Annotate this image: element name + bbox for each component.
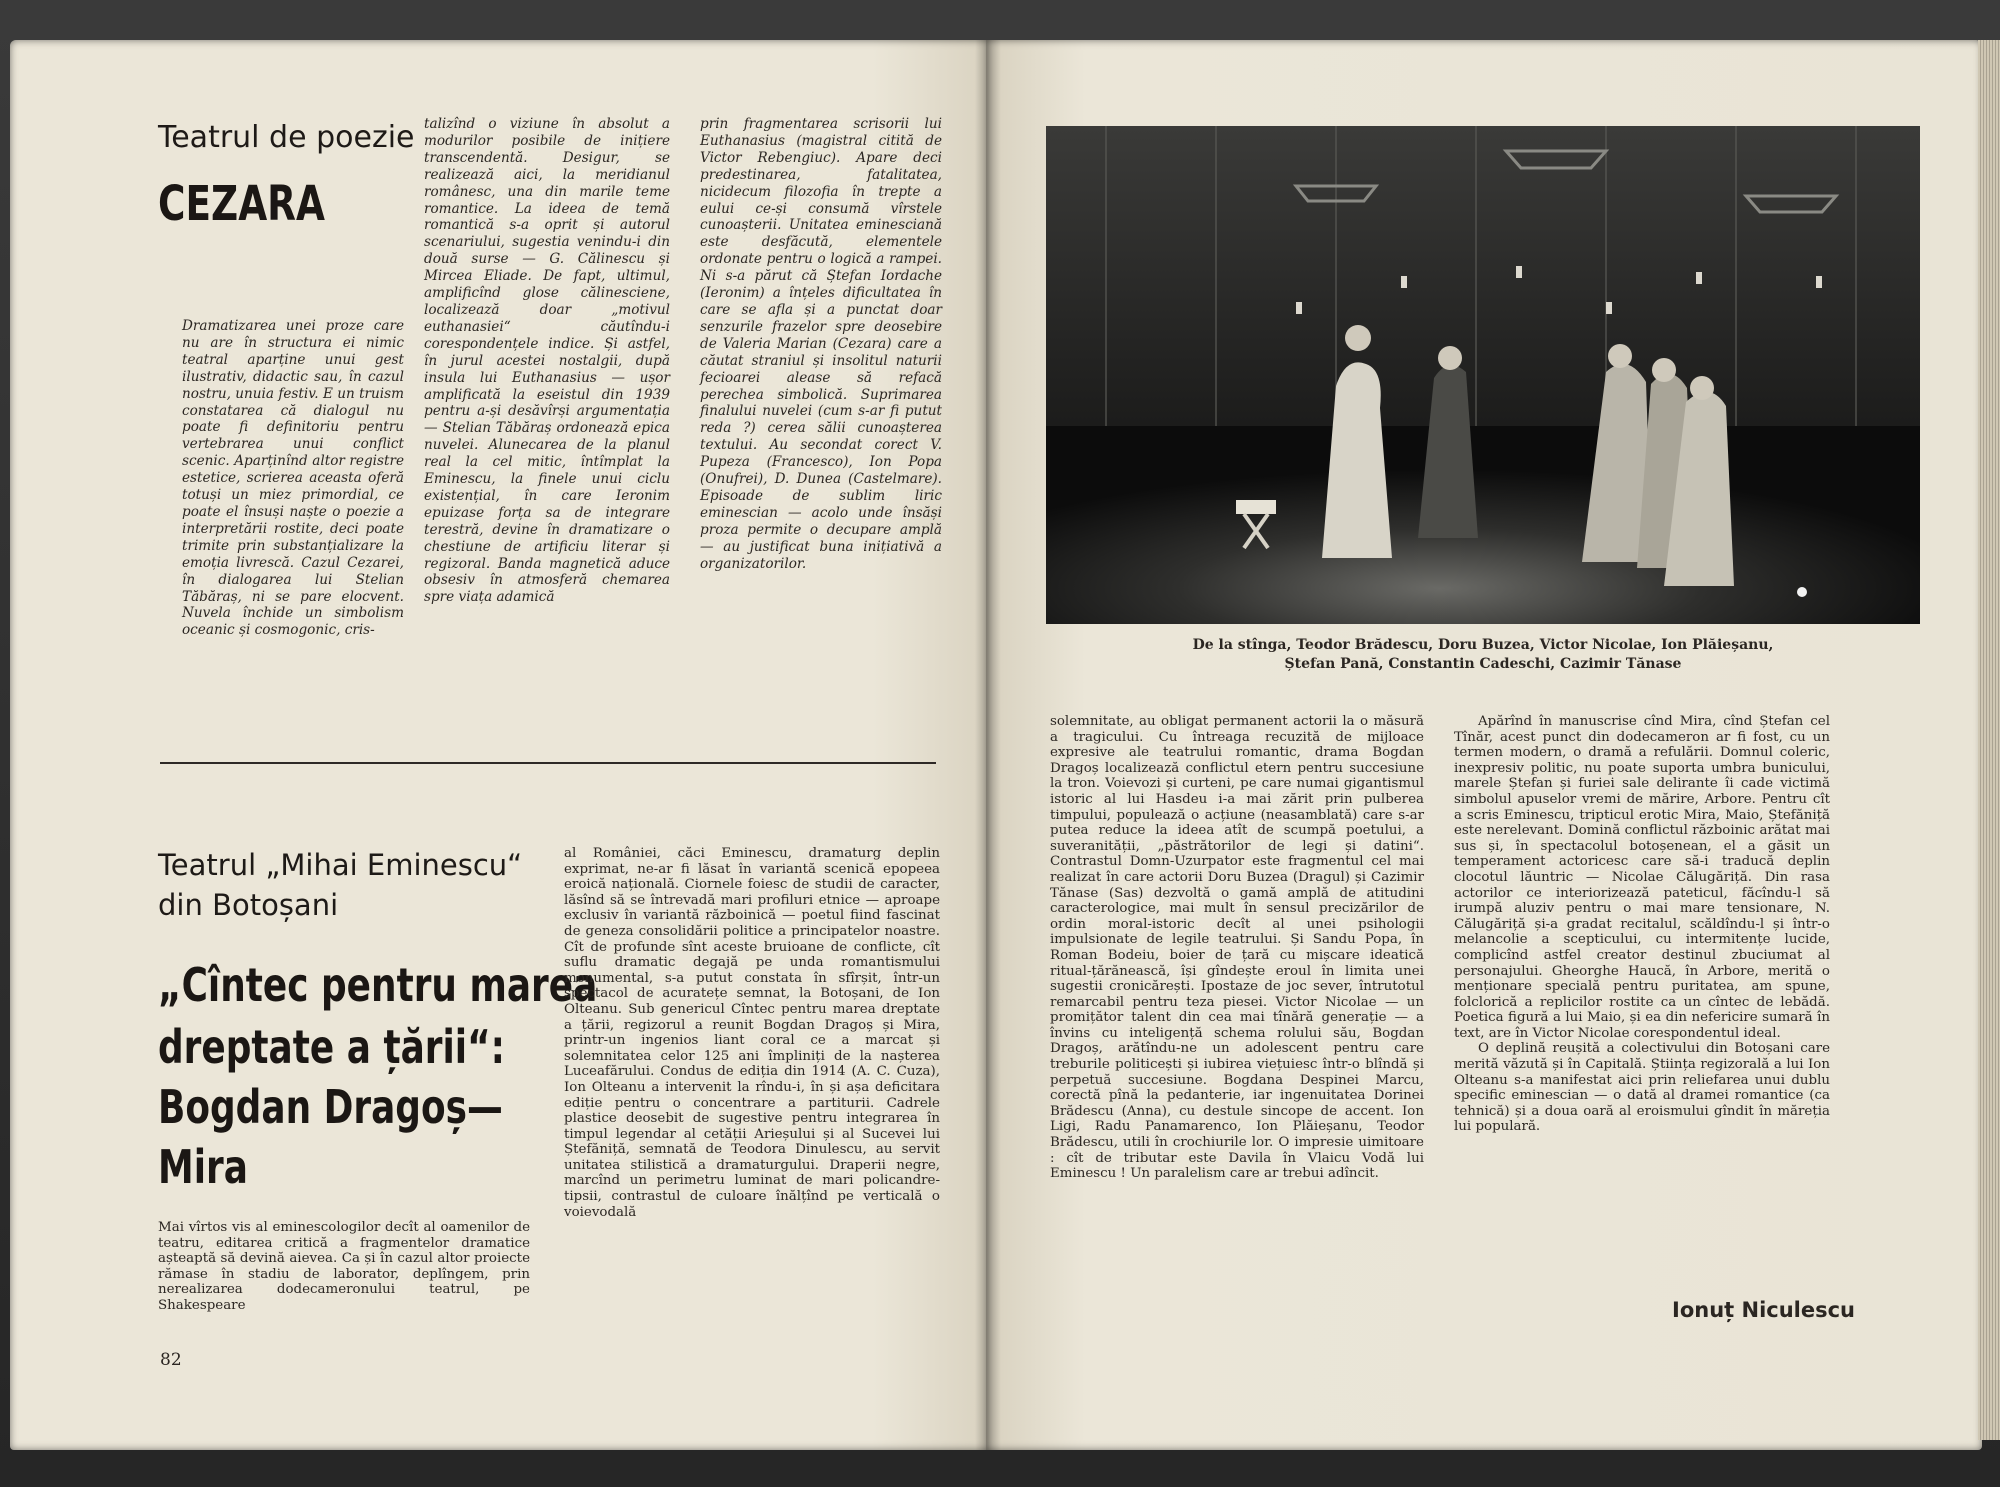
section2-title-line2: dreptate a țării“: (158, 1020, 506, 1074)
book-gutter (975, 40, 1001, 1450)
section1-title: CEZARA (158, 176, 325, 232)
section2-column-2: al României, căci Eminescu, dramaturg deplin exprimat, ne-ar fi lăsat în variantă scenică epopeea eroică națională. Ciornele foiesc de studii de caracter, lăsînd să se întrevadă mari profiluri etnice — aproape exclusiv în variantă războinică — poetul fiind fascinat de geneza consolidării politice a principatelor noastre. Cît de profunde sînt aceste bruioane de conflicte, cît suflu dramatic degajă pe unda romantismului monumental, s-a putut constata în sfîrșit, într-un spectacol de acuratețe semnat, la Botoșani, de Ion Olteanu. Sub genericul Cîntec pentru marea dreptate a țării, regizorul a reunit Bogdan Dragoș și Mira, printr-un ingenios liant coral ce a marcat și solemnitatea celor 125 ani împliniți de la nașterea Luceafărului. Condus de ediția din 1914 (A. C. Cuza), Ion Olteanu a intervenit la rîndu-i, în și așa deficitara ediție pentru o concentrare a partiturii. Cadrele plastice deosebit de sugestive pentru integrarea în timpul legendar al cetății Arieșului și al Sucevei lui Ștefăniță, semnată de Teodora Dinulescu, au servit unitatea stilistică a dramaturgului. Draperii negre, marcînd un perimetru luminat de mari policandre-tipsii, contrastul de culoare înălțînd pe verticală o voievodală (564, 846, 940, 1220)
section2-title-line3: Bogdan Dragoș— (158, 1080, 503, 1134)
photo-caption-line1: De la stînga, Teodor Brădescu, Doru Buzea, Victor Nicolae, Ion Plăieșanu, (1192, 637, 1774, 653)
section1-kicker: Teatrul de poezie (158, 120, 415, 155)
section2-kicker-line2: din Botoșani (158, 888, 339, 922)
section2-column-1: Mai vîrtos vis al eminescologilor decît al oamenilor de teatru, editarea critică a fragmentelor dramatice așteaptă să devină aievea. Ca și în cazul altor proiecte rămase în stadiu de laborator, deplîngem, prin nerealizarea dodecameronului teatrul, pe Shakespeare (158, 1220, 530, 1313)
section1-column-3: prin fragmentarea scrisorii lui Euthanasius (magistral citită de Victor Rebengiuc). Apare deci predestinarea, fatalitatea, nicidecum filozofia în trepte a eului ce-și consumă vîrstele cunoașterii. Unitatea eminesciană este desfăcută, elementele ordonate pentru o logică a rampei. Ni s-a părut că Ștefan Iordache (Ieronim) a înțeles dificultatea în care se afla și a punctat doar senzurile frazelor spre deosebire de Valeria Marian (Cezara) care a căutat straniul și insolitul naturii fecioarei alease să refacă perechea simbolică. Suprimarea finalului nuvelei (cum s-ar fi putut reda ?) cerea sălii cunoașterea textului. Au secondat corect V. Pupeza (Francesco), Ion Popa (Onufrei), D. Dunea (Castelmare). Episoade de sublim liric eminescian — acolo unde însăși proza permite o decupare amplă — au justificat buna inițiativă a organizatorilor. (700, 116, 942, 572)
right-column-2-paragraph-2: O deplină reușită a colectivului din Botoșani care merită văzută și în Capitală. Știința regizorală a lui Ion Olteanu s-a manifestat aici prin reliefarea unui dublu specific eminescian — o dată al dramei romantice (ca tehnică) și a doua oară al eroismului gîndit în măreția lui populară. (1454, 1041, 1830, 1135)
page-number: 82 (160, 1350, 182, 1370)
right-column-2-paragraph-1: Apărînd în manuscrise cînd Mira, cînd Ștefan cel Tînăr, acest punct din dodecameron ar fi fost, cu un termen modern, o dramă a refulării. Domnul coleric, inexpresiv politic, nu poate suporta umbra bunicului, marele Ștefan și furiei sale delirante îi cade victimă simbolul apuselor vremi de mărire, Arbore. Pentru cît a scris Eminescu, tripticul erotic Mira, Maio, Ștefăniță este nerelevant. Domină conflictul războinic arătat mai sus și, în spectacolul botoșenean, el a găsit un temperament actoricesc care să-i traducă deplin clocotul lăuntric — Nicolae Călugăriță. Din rasa actorilor ce interiorizează pateticul, făcîndu-l să irumpă aluziv pentru o mai mare tensionare, N. Călugăriță și-a gradat recitalul, scăldîndu-l și într-o melancolie a scepticului, cu intermitențe lucide, complicînd astfel creator destinul zbuciumat al personajului. Gheorghe Haucă, în Arbore, merită o menționare specială pentru puritatea, am spune, folclorică a replicilor rostite ca un cîntec de lebădă. Poetica figură a lui Maio, și ea din nefericire sumară în text, are în Victor Nicolae corespondentul ideal. (1454, 714, 1830, 1041)
section2-title-line1: „Cîntec pentru marea (158, 958, 598, 1012)
section2-kicker-line1: Teatrul „Mihai Eminescu“ (158, 848, 523, 882)
section1-column-2: talizînd o viziune în absolut a modurilor posibile de inițiere transcendentă. Desigur, se realizează aici, la meridianul românesc, una din marile teme romantice. La ideea de temă romantică s-a oprit și autorul scenariului, sugestia venindu-i din două surse — G. Călinescu și Mircea Eliade. De fapt, ultimul, amplificînd glose călinesciene, localizează doar „motivul euthanasiei“ căutîndu-i corespondențele indice. Și astfel, în jurul acestei nostalgii, după insula lui Euthanasius — ușor amplificată la eseistul din 1939 pentru a-și desăvîrși argumentația — Stelian Tăbăraș ordonează epica nuvelei. Alunecarea de la planul real la cel mitic, întîmplat la Eminescu, la finele unui ciclu existențial, în care Ieronim epuizase forța sa de integrare terestră, devine în dramatizare o chestiune de artificiu literar și regizoral. Banda magnetică aduce obsesiv în atmosferă chemarea spre viața adamică (424, 116, 670, 606)
right-column-1: solemnitate, au obligat permanent actorii la o măsură a tragicului. Cu întreaga recuzită de mijloace expresive ale teatrului romantic, drama Bogdan Dragoș localizează conflictul etern pentru succesiune la tron. Voievozi și curteni, pe care numai gigantismul istoric al lui Hasdeu i-a mai zărit prin pulberea timpului, populează o acțiune (neasamblată) care s-ar putea reduce la ideea atît de scumpă poetului, a suveranității, „păstrătorilor de legi și datini“. Contrastul Domn-Uzurpator este fragmentul cel mai realizat în care actorii Doru Buzea (Dragul) și Cazimir Tănase (Sas) dezvoltă o gamă amplă de atitudini caracterologice, mai mult în sensul precizărilor de ordin moral-istoric decît al unei psihologii impulsionate de legile teatrului. Și Sandu Popa, în Roman Bodeiu, boier de țară cu mișcare ideatică ritual-țărănească, își gîndește eroul în limita unei sugestii cronicărești. Ipostaze de joc sever, întrutotul remarcabil pentru teza piesei. Victor Nicolae — un promițător talent din cea mai tînără generație — a învins cu inteligență schema rolului său, Bogdan Dragoș, arătîndu-ne un adolescent pentru care treburile politicești și iubirea viețuiesc într-o blîndă și perpetuă succesiune. Bogdana Despinei Marcu, corectă pînă la pedanterie, iar ingenuitatea Dorinei Brădescu (Anna), cu destule sincope de accent. Ion Ligi, Radu Panamarenco, Ion Plăieșanu, Teodor Brădescu, utili în crochiurile lor. O impresie uimitoare : cît de tributar este Davila în Vlaicu Vodă lui Eminescu ! Un paralelism care ar trebui adîncit. (1050, 714, 1424, 1182)
page-edges (1978, 40, 2000, 1440)
section1-column-1: Dramatizarea unei proze care nu are în structura ei nimic teatral aparține unui gest ilustrativ, didactic sau, în cazul nostru, unuia festiv. E un truism constatarea că dialogul nu poate fi definitoriu pentru vertebrarea unui conflict scenic. Aparținînd altor registre estetice, scrierea aceasta oferă totuși un miez primordial, ce poate el însuși naște o poezie a interpretării rostite, deci poate trimite prin substanțializare la emoția livrescă. Cazul Cezarei, în dialogarea lui Stelian Tăbăraș, ni se pare elocvent. Nuvela închide un simbolism oceanic și cosmogonic, cris- (182, 318, 404, 639)
section2-title-line4: Mira (158, 1140, 248, 1194)
photo-caption-line2: Ștefan Pană, Constantin Cadeschi, Cazimir Tănase (1284, 656, 1682, 672)
stage-photograph (1046, 126, 1920, 624)
right-column-2 (1454, 714, 1830, 1135)
author-signature: Ionuț Niculescu (1672, 1298, 1856, 1322)
section-divider-rule (160, 762, 936, 764)
